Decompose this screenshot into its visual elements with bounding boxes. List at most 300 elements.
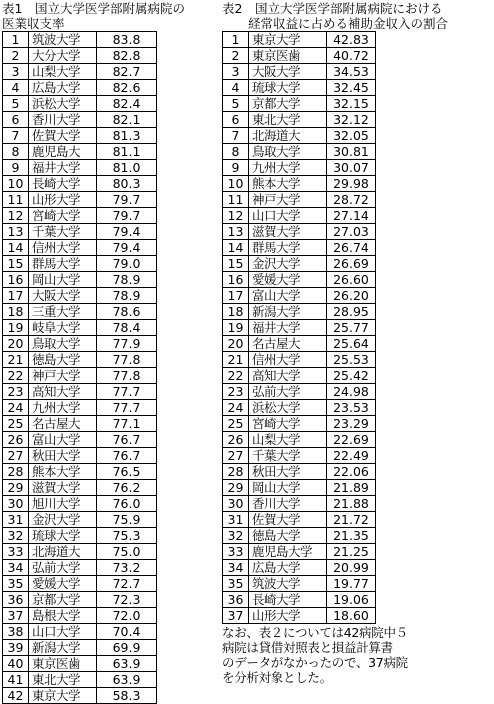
value-cell: 26.20 (327, 288, 376, 304)
value-cell: 77.8 (97, 368, 157, 384)
value-cell: 81.0 (97, 160, 157, 176)
rank-cell: 25 (223, 416, 249, 432)
value-cell: 19.06 (327, 592, 376, 608)
rank-cell: 4 (3, 80, 29, 96)
university-name-cell: 福井大学 (29, 160, 97, 176)
university-name-cell: 広島大学 (29, 80, 97, 96)
university-name-cell: 高知大学 (29, 384, 97, 400)
value-cell: 30.07 (327, 160, 376, 176)
table-row (3, 176, 157, 192)
table-row (3, 384, 157, 400)
rank-cell: 3 (223, 64, 249, 80)
rank-cell: 11 (3, 192, 29, 208)
university-name-cell: 金沢大学 (29, 512, 97, 528)
rank-cell: 32 (223, 528, 249, 544)
table-row (223, 256, 376, 272)
rank-cell: 39 (3, 640, 29, 656)
value-cell: 28.72 (327, 192, 376, 208)
value-cell: 32.45 (327, 80, 376, 96)
table-row (223, 448, 376, 464)
table-row (3, 304, 157, 320)
university-name-cell: 宮崎大学 (29, 208, 97, 224)
university-name-cell: 滋賀大学 (29, 480, 97, 496)
university-name-cell: 東京医歯 (249, 48, 327, 64)
rank-cell: 17 (223, 288, 249, 304)
rank-cell: 7 (223, 128, 249, 144)
table-row (3, 592, 157, 608)
university-name-cell: 琉球大学 (29, 528, 97, 544)
university-name-cell: 浜松大学 (29, 96, 97, 112)
table-row (3, 112, 157, 128)
value-cell: 76.2 (97, 480, 157, 496)
table-row (223, 304, 376, 320)
university-name-cell: 京都大学 (249, 96, 327, 112)
university-name-cell: 鳥取大学 (29, 336, 97, 352)
value-cell: 72.7 (97, 576, 157, 592)
rank-cell: 14 (3, 240, 29, 256)
rank-cell: 19 (223, 320, 249, 336)
table-row (3, 560, 157, 576)
rank-cell: 33 (3, 544, 29, 560)
rank-cell: 28 (3, 464, 29, 480)
table-row (3, 400, 157, 416)
rank-cell: 37 (3, 608, 29, 624)
value-cell: 25.53 (327, 352, 376, 368)
rank-cell: 9 (223, 160, 249, 176)
value-cell: 78.4 (97, 320, 157, 336)
rank-cell: 20 (223, 336, 249, 352)
rank-cell: 7 (3, 128, 29, 144)
value-cell: 22.06 (327, 464, 376, 480)
rank-cell: 9 (3, 160, 29, 176)
university-name-cell: 大阪大学 (29, 288, 97, 304)
university-name-cell: 長崎大学 (249, 592, 327, 608)
rank-cell: 12 (3, 208, 29, 224)
value-cell: 75.9 (97, 512, 157, 528)
table-row (223, 144, 376, 160)
rank-cell: 32 (3, 528, 29, 544)
table-row (223, 192, 376, 208)
university-name-cell: 鳥取大学 (249, 144, 327, 160)
rank-cell: 35 (223, 576, 249, 592)
footnote-line3: のデータがなかったので、37病院 (222, 655, 408, 670)
table-row (3, 192, 157, 208)
rank-cell: 15 (223, 256, 249, 272)
table-row (3, 608, 157, 624)
rank-cell: 24 (3, 400, 29, 416)
university-name-cell: 筑波大学 (249, 576, 327, 592)
table-row (223, 512, 376, 528)
value-cell: 20.99 (327, 560, 376, 576)
value-cell: 22.49 (327, 448, 376, 464)
table-row (3, 80, 157, 96)
footnote-line2: 病院は貸借対照表と損益計算書 (222, 640, 393, 655)
university-name-cell: 北海道大 (29, 544, 97, 560)
table-row (223, 592, 376, 608)
table-row (3, 240, 157, 256)
university-name-cell: 群馬大学 (249, 240, 327, 256)
table-row (3, 672, 157, 688)
value-cell: 77.7 (97, 384, 157, 400)
footnote-line4: を分析対象とした。 (222, 670, 332, 685)
university-name-cell: 秋田大学 (249, 464, 327, 480)
rank-cell: 1 (3, 32, 29, 48)
table-row (223, 176, 376, 192)
university-name-cell: 山口大学 (29, 624, 97, 640)
table2-caption-line1: 表2 国立大学医学部附属病院における (222, 1, 443, 16)
table2-caption (222, 1, 448, 31)
footnote (222, 625, 484, 685)
university-name-cell: 佐賀大学 (249, 512, 327, 528)
rank-cell: 18 (223, 304, 249, 320)
value-cell: 21.88 (327, 496, 376, 512)
university-name-cell: 東京医歯 (29, 656, 97, 672)
value-cell: 80.3 (97, 176, 157, 192)
value-cell: 23.53 (327, 400, 376, 416)
rank-cell: 4 (223, 80, 249, 96)
value-cell: 18.60 (327, 608, 376, 624)
table-row (223, 32, 376, 48)
value-cell: 32.05 (327, 128, 376, 144)
university-name-cell: 新潟大学 (249, 304, 327, 320)
rank-cell: 28 (223, 464, 249, 480)
rank-cell: 6 (3, 112, 29, 128)
value-cell: 77.9 (97, 336, 157, 352)
rank-cell: 29 (3, 480, 29, 496)
value-cell: 72.3 (97, 592, 157, 608)
university-name-cell: 名古屋大 (29, 416, 97, 432)
university-name-cell: 熊本大学 (29, 464, 97, 480)
table-row (223, 416, 376, 432)
table2-body (223, 32, 376, 624)
table-row (3, 656, 157, 672)
university-name-cell: 旭川大学 (29, 496, 97, 512)
value-cell: 81.3 (97, 128, 157, 144)
value-cell: 82.6 (97, 80, 157, 96)
value-cell: 79.7 (97, 208, 157, 224)
table-row (223, 544, 376, 560)
university-name-cell: 愛媛大学 (29, 576, 97, 592)
value-cell: 30.81 (327, 144, 376, 160)
rank-cell: 1 (223, 32, 249, 48)
table-row (223, 352, 376, 368)
rank-cell: 12 (223, 208, 249, 224)
value-cell: 82.4 (97, 96, 157, 112)
university-name-cell: 東京大学 (249, 32, 327, 48)
table1-caption-line2: 医業収支率 (2, 16, 65, 31)
rank-cell: 40 (3, 656, 29, 672)
university-name-cell: 東北大学 (249, 112, 327, 128)
value-cell: 77.7 (97, 400, 157, 416)
rank-cell: 34 (223, 560, 249, 576)
university-name-cell: 宮崎大学 (249, 416, 327, 432)
university-name-cell: 東京大学 (29, 688, 97, 704)
university-name-cell: 北海道大 (249, 128, 327, 144)
table-row (223, 208, 376, 224)
value-cell: 76.5 (97, 464, 157, 480)
university-name-cell: 九州大学 (249, 160, 327, 176)
table-row (3, 48, 157, 64)
table2-subsidy-ratio (222, 31, 376, 624)
university-name-cell: 弘前大学 (29, 560, 97, 576)
value-cell: 79.4 (97, 240, 157, 256)
rank-cell: 22 (223, 368, 249, 384)
value-cell: 81.1 (97, 144, 157, 160)
table-row (3, 64, 157, 80)
rank-cell: 23 (3, 384, 29, 400)
rank-cell: 24 (223, 400, 249, 416)
rank-cell: 25 (3, 416, 29, 432)
table-row (3, 368, 157, 384)
rank-cell: 23 (223, 384, 249, 400)
table-row (3, 336, 157, 352)
value-cell: 78.9 (97, 272, 157, 288)
value-cell: 75.3 (97, 528, 157, 544)
university-name-cell: 弘前大学 (249, 384, 327, 400)
university-name-cell: 愛媛大学 (249, 272, 327, 288)
university-name-cell: 岐阜大学 (29, 320, 97, 336)
university-name-cell: 香川大学 (29, 112, 97, 128)
table-row (223, 64, 376, 80)
table-row (223, 96, 376, 112)
table-row (223, 432, 376, 448)
rank-cell: 31 (223, 512, 249, 528)
university-name-cell: 信州大学 (249, 352, 327, 368)
university-name-cell: 神戸大学 (29, 368, 97, 384)
university-name-cell: 秋田大学 (29, 448, 97, 464)
university-name-cell: 福井大学 (249, 320, 327, 336)
value-cell: 78.9 (97, 288, 157, 304)
table-row (223, 128, 376, 144)
university-name-cell: 山梨大学 (29, 64, 97, 80)
rank-cell: 30 (3, 496, 29, 512)
rank-cell: 10 (223, 176, 249, 192)
rank-cell: 41 (3, 672, 29, 688)
university-name-cell: 大阪大学 (249, 64, 327, 80)
table-row (3, 144, 157, 160)
rank-cell: 27 (3, 448, 29, 464)
rank-cell: 22 (3, 368, 29, 384)
table-row (3, 640, 157, 656)
value-cell: 26.69 (327, 256, 376, 272)
university-name-cell: 京都大学 (29, 592, 97, 608)
value-cell: 79.7 (97, 192, 157, 208)
university-name-cell: 筑波大学 (29, 32, 97, 48)
table-row (223, 608, 376, 624)
value-cell: 63.9 (97, 656, 157, 672)
rank-cell: 13 (223, 224, 249, 240)
rank-cell: 16 (223, 272, 249, 288)
value-cell: 27.03 (327, 224, 376, 240)
university-name-cell: 金沢大学 (249, 256, 327, 272)
rank-cell: 31 (3, 512, 29, 528)
value-cell: 79.4 (97, 224, 157, 240)
value-cell: 32.15 (327, 96, 376, 112)
table-row (3, 576, 157, 592)
table-row (223, 272, 376, 288)
table-row (3, 256, 157, 272)
university-name-cell: 岡山大学 (29, 272, 97, 288)
table2-caption-line2: 経常収益に占める補助金収入の割合 (248, 16, 449, 31)
value-cell: 82.8 (97, 48, 157, 64)
rank-cell: 38 (3, 624, 29, 640)
value-cell: 26.74 (327, 240, 376, 256)
value-cell: 21.89 (327, 480, 376, 496)
university-name-cell: 名古屋大 (249, 336, 327, 352)
university-name-cell: 鹿児島大 (29, 144, 97, 160)
university-name-cell: 浜松大学 (249, 400, 327, 416)
rank-cell: 26 (3, 432, 29, 448)
table-row (223, 400, 376, 416)
value-cell: 72.0 (97, 608, 157, 624)
university-name-cell: 富山大学 (249, 288, 327, 304)
rank-cell: 36 (3, 592, 29, 608)
value-cell: 25.64 (327, 336, 376, 352)
university-name-cell: 九州大学 (29, 400, 97, 416)
university-name-cell: 富山大学 (29, 432, 97, 448)
table-row (223, 224, 376, 240)
rank-cell: 33 (223, 544, 249, 560)
table-row (223, 240, 376, 256)
university-name-cell: 山形大学 (29, 192, 97, 208)
table-row (3, 544, 157, 560)
rank-cell: 42 (3, 688, 29, 704)
value-cell: 21.35 (327, 528, 376, 544)
table-row (223, 288, 376, 304)
value-cell: 77.8 (97, 352, 157, 368)
table-row (3, 128, 157, 144)
value-cell: 82.1 (97, 112, 157, 128)
table-row (223, 48, 376, 64)
university-name-cell: 島根大学 (29, 608, 97, 624)
value-cell: 76.0 (97, 496, 157, 512)
table-row (3, 320, 157, 336)
university-name-cell: 徳島大学 (29, 352, 97, 368)
rank-cell: 14 (223, 240, 249, 256)
value-cell: 73.2 (97, 560, 157, 576)
value-cell: 28.95 (327, 304, 376, 320)
table-row (3, 448, 157, 464)
table-row (223, 384, 376, 400)
table-row (3, 224, 157, 240)
value-cell: 70.4 (97, 624, 157, 640)
rank-cell: 21 (3, 352, 29, 368)
value-cell: 63.9 (97, 672, 157, 688)
rank-cell: 37 (223, 608, 249, 624)
value-cell: 40.72 (327, 48, 376, 64)
rank-cell: 27 (223, 448, 249, 464)
value-cell: 76.7 (97, 432, 157, 448)
table-row (223, 320, 376, 336)
table-row (223, 112, 376, 128)
university-name-cell: 滋賀大学 (249, 224, 327, 240)
university-name-cell: 東北大学 (29, 672, 97, 688)
table-row (3, 528, 157, 544)
table-row (223, 496, 376, 512)
table-row (223, 464, 376, 480)
university-name-cell: 神戸大学 (249, 192, 327, 208)
table-row (223, 480, 376, 496)
value-cell: 23.29 (327, 416, 376, 432)
university-name-cell: 信州大学 (29, 240, 97, 256)
table-row (3, 272, 157, 288)
table-row (3, 480, 157, 496)
university-name-cell: 山梨大学 (249, 432, 327, 448)
university-name-cell: 千葉大学 (249, 448, 327, 464)
rank-cell: 29 (223, 480, 249, 496)
table-row (223, 576, 376, 592)
rank-cell: 17 (3, 288, 29, 304)
table1-caption-line1: 表1 国立大学医学部附属病院の (2, 1, 185, 16)
rank-cell: 8 (3, 144, 29, 160)
table-row (3, 96, 157, 112)
value-cell: 76.7 (97, 448, 157, 464)
university-name-cell: 佐賀大学 (29, 128, 97, 144)
table-row (223, 368, 376, 384)
rank-cell: 26 (223, 432, 249, 448)
value-cell: 69.9 (97, 640, 157, 656)
table-row (3, 512, 157, 528)
table-row (3, 416, 157, 432)
value-cell: 42.83 (327, 32, 376, 48)
rank-cell: 35 (3, 576, 29, 592)
value-cell: 27.14 (327, 208, 376, 224)
rank-cell: 10 (3, 176, 29, 192)
university-name-cell: 長崎大学 (29, 176, 97, 192)
university-name-cell: 香川大学 (249, 496, 327, 512)
value-cell: 77.1 (97, 416, 157, 432)
rank-cell: 3 (3, 64, 29, 80)
value-cell: 29.98 (327, 176, 376, 192)
university-name-cell: 新潟大学 (29, 640, 97, 656)
rank-cell: 13 (3, 224, 29, 240)
university-name-cell: 大分大学 (29, 48, 97, 64)
footnote-line1: なお、表２については42病院中５ (222, 625, 408, 640)
value-cell: 58.3 (97, 688, 157, 704)
rank-cell: 6 (223, 112, 249, 128)
rank-cell: 2 (223, 48, 249, 64)
table-row (3, 496, 157, 512)
table-row (3, 208, 157, 224)
table1-caption (2, 1, 185, 31)
rank-cell: 16 (3, 272, 29, 288)
value-cell: 82.7 (97, 64, 157, 80)
rank-cell: 5 (223, 96, 249, 112)
value-cell: 32.12 (327, 112, 376, 128)
university-name-cell: 徳島大学 (249, 528, 327, 544)
table-row (223, 160, 376, 176)
table-row (3, 432, 157, 448)
rank-cell: 30 (223, 496, 249, 512)
rank-cell: 18 (3, 304, 29, 320)
rank-cell: 21 (223, 352, 249, 368)
table-row (3, 624, 157, 640)
university-name-cell: 広島大学 (249, 560, 327, 576)
value-cell: 21.25 (327, 544, 376, 560)
value-cell: 75.0 (97, 544, 157, 560)
rank-cell: 15 (3, 256, 29, 272)
value-cell: 79.0 (97, 256, 157, 272)
rank-cell: 19 (3, 320, 29, 336)
rank-cell: 5 (3, 96, 29, 112)
value-cell: 25.42 (327, 368, 376, 384)
table1-medical-revenue-ratio (2, 31, 157, 704)
rank-cell: 2 (3, 48, 29, 64)
table-row (223, 336, 376, 352)
rank-cell: 34 (3, 560, 29, 576)
rank-cell: 36 (223, 592, 249, 608)
university-name-cell: 琉球大学 (249, 80, 327, 96)
